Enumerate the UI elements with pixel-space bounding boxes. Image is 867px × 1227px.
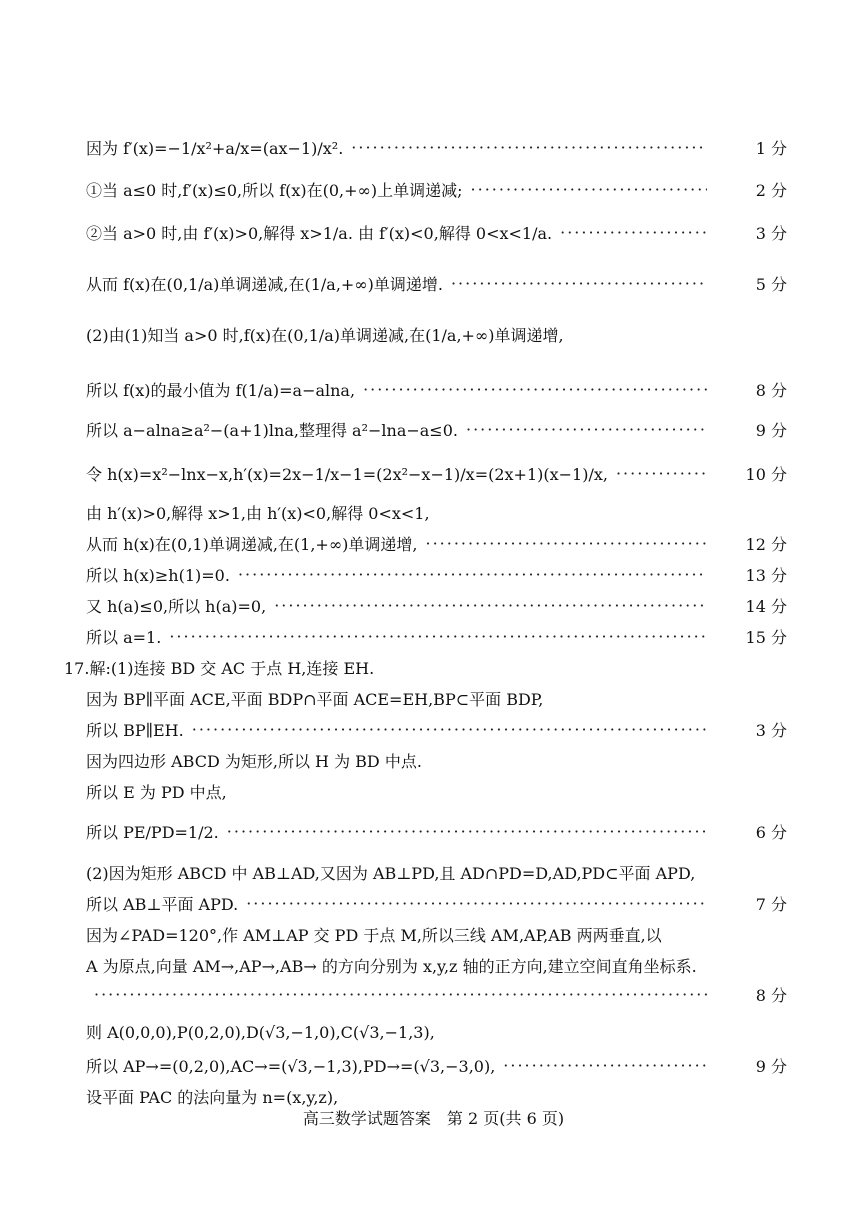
solution-line xyxy=(86,923,715,946)
solution-text: 所以 a−alna≥a²−(a+1)lna,整理得 a²−lna−a≤0. xyxy=(86,421,458,440)
solution-line xyxy=(86,418,787,441)
solution-text: 所以 BP∥EH. xyxy=(86,721,184,740)
solution-line xyxy=(86,563,787,586)
solution-line xyxy=(86,1085,715,1108)
solution-text: 令 h(x)=x²−lnx−x,h′(x)=2x−1/x−1=(2x²−x−1)/x=(2x+1)(x−1)/x, xyxy=(86,465,608,484)
solution-line xyxy=(86,985,787,1005)
solution-text: 因为 f′(x)=−1/x²+a/x=(ax−1)/x². xyxy=(86,139,344,158)
solution-text: 所以 a=1. xyxy=(86,628,162,647)
page-footer: 高三数学试题答案 第 2 页(共 6 页) xyxy=(302,1109,565,1128)
solution-text: (2)由(1)知当 a>0 时,f(x)在(0,1/a)单调递减,在(1/a,+∞)单调递增, xyxy=(86,326,564,345)
solution-line xyxy=(86,532,787,555)
solution-text: 17.解:(1)连接 BD 交 AC 于点 H,连接 EH. xyxy=(64,659,375,678)
score-points: 2 分 xyxy=(755,181,787,200)
dot-leader xyxy=(246,894,707,913)
score-points: 15 分 xyxy=(745,628,787,647)
solution-line xyxy=(86,136,787,159)
dot-leader xyxy=(616,464,707,483)
solution-line xyxy=(86,221,787,244)
solution-line xyxy=(86,954,715,977)
solution-line xyxy=(86,178,787,201)
solution-line xyxy=(86,594,787,617)
score-points: 7 分 xyxy=(755,895,787,914)
score-points: 6 分 xyxy=(755,823,787,842)
score-points: 3 分 xyxy=(755,721,787,740)
score-points: 5 分 xyxy=(755,275,787,294)
solution-line xyxy=(86,861,715,884)
score-points: 3 分 xyxy=(755,224,787,243)
score-points: 9 分 xyxy=(755,421,787,440)
score-points: 8 分 xyxy=(755,986,787,1005)
dot-leader xyxy=(238,565,707,584)
solution-text: 则 A(0,0,0),P(0,2,0),D(√3,−1,0),C(√3,−1,3), xyxy=(86,1023,435,1042)
solution-text: 所以 h(x)≥h(1)=0. xyxy=(86,566,230,585)
score-points: 10 分 xyxy=(745,465,787,484)
score-points: 12 分 xyxy=(745,535,787,554)
solution-line xyxy=(86,1054,787,1077)
solution-line xyxy=(86,820,787,843)
dot-leader xyxy=(192,720,707,739)
solution-line xyxy=(86,501,715,524)
dot-leader xyxy=(503,1056,707,1075)
solution-text: 所以 AP→=(0,2,0),AC→=(√3,−1,3),PD→=(√3,−3,0), xyxy=(86,1057,496,1076)
dot-leader xyxy=(471,180,707,199)
solution-line xyxy=(86,687,715,710)
score-points: 9 分 xyxy=(755,1057,787,1076)
solution-text: 从而 f(x)在(0,1/a)单调递减,在(1/a,+∞)单调递增. xyxy=(86,275,443,294)
solution-line xyxy=(64,656,715,679)
dot-leader xyxy=(451,274,707,293)
score-points: 14 分 xyxy=(745,597,787,616)
solution-line xyxy=(86,625,787,648)
solution-text: 又 h(a)≤0,所以 h(a)=0, xyxy=(86,597,267,616)
dot-leader xyxy=(94,985,707,1004)
solution-line xyxy=(86,892,787,915)
dot-leader xyxy=(274,596,707,615)
score-points: 1 分 xyxy=(755,139,787,158)
solution-text: 所以 AB⊥平面 APD. xyxy=(86,895,239,914)
solution-text: 所以 f(x)的最小值为 f(1/a)=a−alna, xyxy=(86,381,356,400)
solution-line xyxy=(86,1020,715,1043)
solution-text: 所以 E 为 PD 中点, xyxy=(86,783,227,802)
solution-line xyxy=(86,780,715,803)
dot-leader xyxy=(227,822,707,841)
dot-leader xyxy=(169,627,707,646)
solution-text: ②当 a>0 时,由 f′(x)>0,解得 x>1/a. 由 f′(x)<0,解得 0<x<1/a. xyxy=(86,224,553,243)
dot-leader xyxy=(466,420,707,439)
solution-text: 从而 h(x)在(0,1)单调递减,在(1,+∞)单调递增, xyxy=(86,535,418,554)
solution-line xyxy=(86,272,787,295)
solution-line xyxy=(86,462,787,485)
solution-text: 所以 PE/PD=1/2. xyxy=(86,823,219,842)
solution-text: 设平面 PAC 的法向量为 n=(x,y,z), xyxy=(86,1088,339,1107)
solution-text: 因为∠PAD=120°,作 AM⊥AP 交 PD 于点 M,所以三线 AM,AP,AB 两两垂直,以 xyxy=(86,926,662,945)
solution-text: 因为四边形 ABCD 为矩形,所以 H 为 BD 中点. xyxy=(86,752,422,771)
solution-line xyxy=(86,323,715,346)
solution-text: 因为 BP∥平面 ACE,平面 BDP∩平面 ACE=EH,BP⊂平面 BDP, xyxy=(86,690,544,709)
score-points: 8 分 xyxy=(755,381,787,400)
solution-line xyxy=(86,718,787,741)
dot-leader xyxy=(351,138,707,157)
solution-line xyxy=(86,378,787,401)
solution-text: 由 h′(x)>0,解得 x>1,由 h′(x)<0,解得 0<x<1, xyxy=(86,504,430,523)
solution-text: ①当 a≤0 时,f′(x)≤0,所以 f(x)在(0,+∞)上单调递减; xyxy=(86,181,463,200)
score-points: 13 分 xyxy=(745,566,787,585)
dot-leader xyxy=(560,223,707,242)
dot-leader xyxy=(426,534,708,553)
solution-line xyxy=(86,749,715,772)
solution-text: A 为原点,向量 AM→,AP→,AB→ 的方向分别为 x,y,z 轴的正方向,建立空间直角坐标系. xyxy=(86,957,697,976)
dot-leader xyxy=(363,380,707,399)
solution-text: (2)因为矩形 ABCD 中 AB⊥AD,又因为 AB⊥PD,且 AD∩PD=D,AD,PD⊂平面 APD, xyxy=(86,864,696,883)
